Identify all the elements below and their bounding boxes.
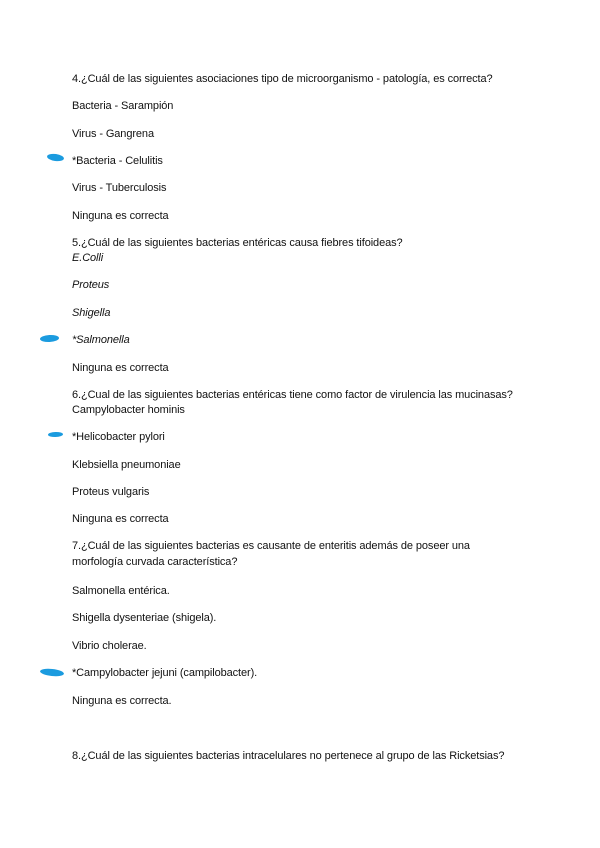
question-7-line-1: 7.¿Cuál de las siguientes bacterias es causante de enteritis además de poseer una [72,540,470,552]
q7-option-3: Vibrio cholerae. [72,640,147,652]
q5-option-2: Proteus [72,279,110,291]
q5-option-5: Ninguna es correcta [72,362,169,374]
highlight-mark [48,432,63,438]
q7-option-2: Shigella dysenteriae (shigela). [72,612,217,624]
question-8: 8.¿Cuál de las siguientes bacterias intracelulares no pertenece al grupo de las Ricketsias? [72,750,505,762]
q4-option-3-correct: *Bacteria - Celulitis [72,155,163,167]
question-7-line-2: morfología curvada característica? [72,556,238,568]
q6-option-1: Campylobacter hominis [72,404,185,416]
highlight-mark [40,335,59,343]
q5-option-1: E.Colli [72,252,104,264]
q7-option-1: Salmonella entérica. [72,585,170,597]
q4-option-4: Virus - Tuberculosis [72,182,167,194]
q6-option-2-correct: *Helicobacter pylori [72,431,165,443]
q6-option-4: Proteus vulgaris [72,486,150,498]
q7-option-5: Ninguna es correcta. [72,695,172,707]
highlight-mark [40,668,65,677]
q4-option-2: Virus - Gangrena [72,128,154,140]
q6-option-3: Klebsiella pneumoniae [72,459,181,471]
q4-option-5: Ninguna es correcta [72,210,169,222]
q5-option-3: Shigella [72,307,111,319]
q6-option-5: Ninguna es correcta [72,513,169,525]
q4-option-1: Bacteria - Sarampión [72,100,174,112]
question-4: 4.¿Cuál de las siguientes asociaciones tipo de microorganismo - patología, es correcta? [72,73,493,85]
question-6: 6.¿Cual de las siguientes bacterias entéricas tiene como factor de virulencia las mucinasas? [72,389,513,401]
question-5: 5.¿Cuál de las siguientes bacterias entéricas causa fiebres tifoideas? [72,237,403,249]
highlight-mark [47,153,65,162]
q7-option-4-correct: *Campylobacter jejuni (campilobacter). [72,667,258,679]
q5-option-4-correct: *Salmonella [72,334,130,346]
